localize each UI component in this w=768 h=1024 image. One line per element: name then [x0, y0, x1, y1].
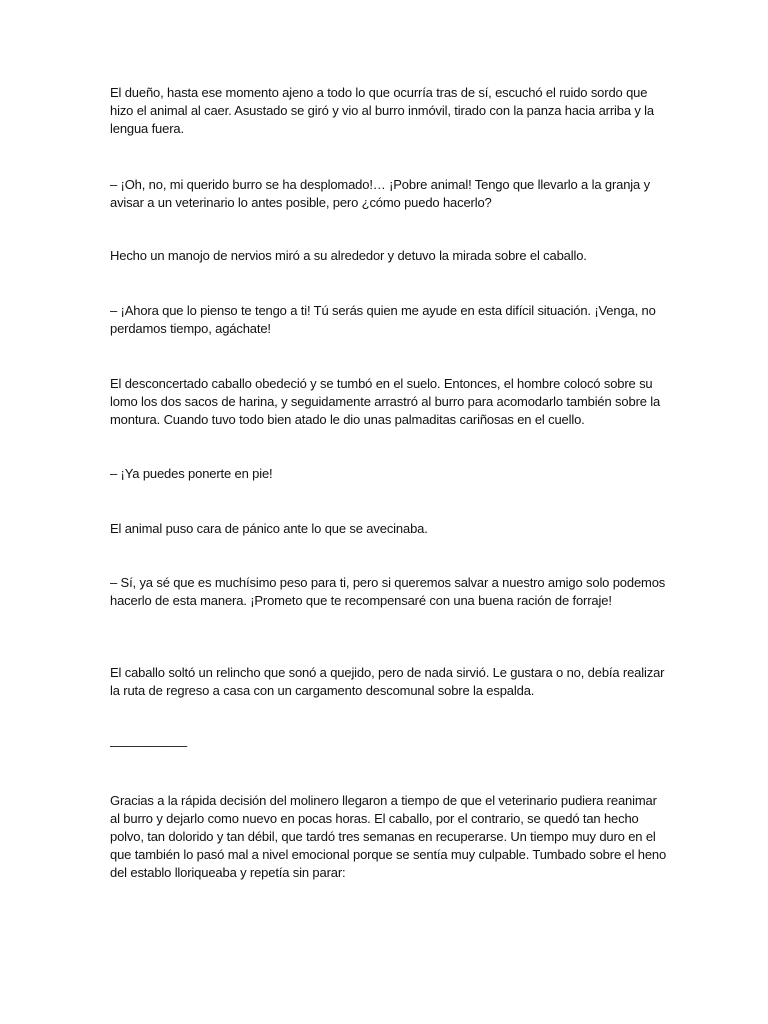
dialogue-owner-asks-horse: – ¡Ahora que lo pienso te tengo a ti! Tú serás quien me ayude en esta difícil situación. ¡Venga, no perdamos tiempo, agáchate!	[110, 303, 656, 336]
dialogue-stand-up: – ¡Ya puedes ponerte en pie!	[110, 466, 273, 481]
paragraph-horse-loaded: El desconcertado caballo obedeció y se tumbó en el suelo. Entonces, el hombre colocó sobre su lomo los dos sacos de harina, y seguidamente arrastró al burro para acomodarlo también sobre la montura. Cuando tuvo todo bien atado le dio unas palmaditas cariñosas en el cuello.	[110, 376, 661, 427]
paragraph-looks-at-horse: Hecho un manojo de nervios miró a su alrededor y detuvo la mirada sobre el caballo.	[110, 248, 587, 263]
dialogue-owner-exclaims: – ¡Oh, no, mi querido burro se ha desplomado!… ¡Pobre animal! Tengo que llevarlo a la granja y avisar a un veterinario lo antes posible, pero ¿cómo puedo hacerlo?	[110, 177, 650, 210]
dialogue-promise-forage: – Sí, ya sé que es muchísimo peso para ti, pero si queremos salvar a nuestro amigo solo podemos hacerlo de esta manera. ¡Prometo que te recompensaré con una buena ración de forraje!	[110, 575, 666, 608]
section-separator: ——————	[110, 738, 188, 753]
paragraph-veterinarian-recovery: Gracias a la rápida decisión del molinero llegaron a tiempo de que el veterinario pudiera reanimar al burro y dejarlo como nuevo en pocas horas. El caballo, por el contrario, se quedó tan hecho polvo, tan dolorido y tan débil, que tardó tres semanas en recuperarse. Un tiempo muy duro en el que también lo pasó mal a nivel emocional porque se sentía muy culpable. Tumbado sobre el heno del establo lloriqueaba y repetía sin parar:	[110, 793, 667, 880]
paragraph-owner-hears-fall: El dueño, hasta ese momento ajeno a todo lo que ocurría tras de sí, escuchó el ruido sordo que hizo el animal al caer. Asustado se giró y vio al burro inmóvil, tirado con la panza hacia arriba y la lengua fuera.	[110, 85, 654, 136]
paragraph-horse-neigh: El caballo soltó un relincho que sonó a quejido, pero de nada sirvió. Le gustara o no, debía realizar la ruta de regreso a casa con un cargamento descomunal sobre la espalda.	[110, 665, 665, 698]
paragraph-horse-panic: El animal puso cara de pánico ante lo que se avecinaba.	[110, 521, 428, 536]
